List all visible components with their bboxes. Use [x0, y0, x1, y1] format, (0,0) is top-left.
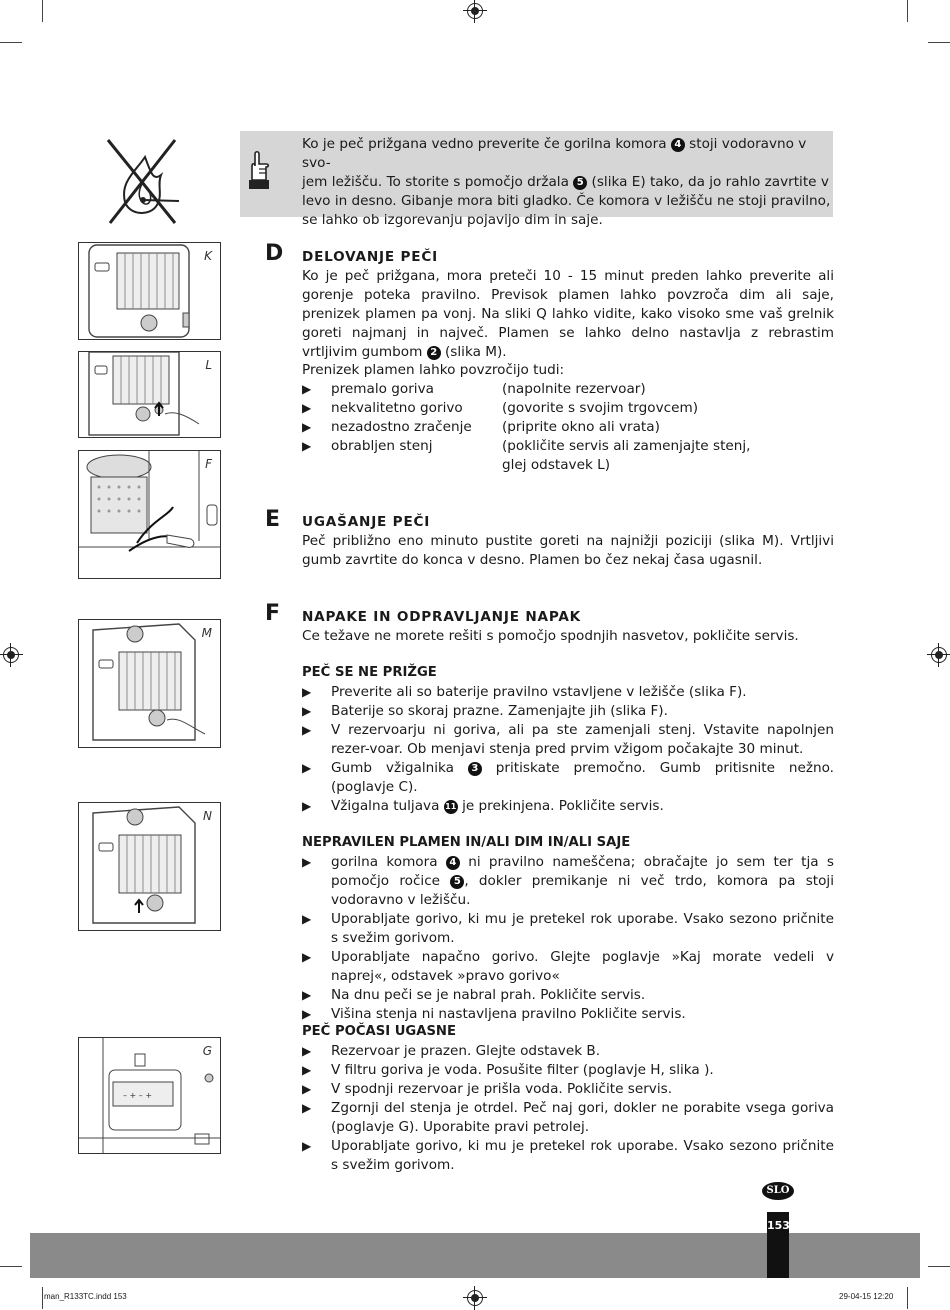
section-heading: NAPAKE IN ODPRAVLJANJE NAPAK: [302, 609, 581, 625]
figure-k: [78, 242, 221, 340]
crop-mark: [0, 1266, 22, 1267]
pointing-hand-icon: [246, 150, 272, 192]
cause-cell: ▶ nekvalitetno gorivo: [331, 400, 463, 416]
language-badge: SLO: [762, 1182, 794, 1200]
heater-illustration: [79, 451, 220, 578]
section-letter: D: [265, 241, 284, 266]
section-heading: UGAŠANJE PEČI: [302, 514, 431, 530]
notice-line: Ko je peč prižgana vedno preverite če gorilna komora: [302, 136, 671, 152]
registration-mark-icon: [467, 3, 483, 19]
remedy-cell: (priprite okno ali vrata): [502, 419, 660, 435]
paragraph-text: (slika M).: [440, 344, 507, 360]
section-heading: DELOVANJE PEČI: [302, 249, 438, 265]
list-item: ▶ Rezervoar je prazen. Glejte odstavek B.: [302, 1042, 834, 1061]
bullet-list: [302, 683, 834, 816]
list-item: [302, 797, 834, 816]
list-item-text: Gumb vžigalnika: [331, 760, 468, 776]
remedy-cell: (pokličite servis ali zamenjajte stenj,: [502, 438, 751, 454]
file-slug: man_R133TC.indd 153: [44, 1292, 127, 1301]
part-number-badge: 4: [446, 856, 460, 870]
list-item: [302, 853, 834, 910]
figure-n: [78, 802, 221, 931]
list-item: ▶ Na dnu peči se je nabral prah. Pokličite servis.: [302, 986, 834, 1005]
heater-illustration: [79, 1038, 220, 1153]
list-item: ▶ Preverite ali so baterije pravilno vstavljene v ležišče (slika F).: [302, 683, 834, 702]
list-item: ▶ Uporabljate gorivo, ki mu je pretekel rok uporabe. Vsako sezono pričnite s svežim gorivom.: [302, 1137, 834, 1175]
figure-g: [78, 1037, 221, 1154]
part-number-badge: 2: [427, 346, 441, 360]
section-paragraph: [302, 267, 834, 362]
page-number: 153: [767, 1212, 789, 1278]
list-item: ▶ Uporabljate gorivo, ki mu je pretekel rok uporabe. Vsako sezono pričnite s svežim gorivom.: [302, 910, 834, 948]
svg-text:– + – +: – + – +: [123, 1091, 153, 1100]
table-row: [302, 380, 834, 399]
list-item-text: gorilna komora: [331, 854, 446, 870]
cause-cell: ▶ nezadostno zračenje: [331, 419, 472, 435]
list-item: ▶ V rezervoarju ni goriva, ali pa ste zamenjali stenj. Vstavite napolnjen rezer-voar. Ob menjavi stenja pred prvim vžigom počakajte 30 minut.: [302, 721, 834, 759]
list-item: ▶ V filtru goriva je voda. Posušite filter (poglavje H, slika ).: [302, 1061, 834, 1080]
figure-m: [78, 619, 221, 748]
figure-label: K: [204, 249, 212, 263]
section-letter: F: [265, 601, 281, 626]
part-number-badge: 5: [573, 176, 587, 190]
heater-illustration: [79, 803, 220, 930]
heater-illustration: [79, 352, 220, 437]
crop-mark: [907, 0, 908, 22]
registration-mark-icon: [3, 647, 19, 663]
notice-line: stoji vodoravno v svo-: [302, 136, 807, 171]
list-item-text: Vžigalna tuljava: [331, 798, 444, 814]
notice-line: levo in desno. Gibanje mora biti gladko. Če komora v ležišču ne stoji pravilno,: [302, 193, 831, 209]
remedy-cell: (napolnite rezervoar): [502, 381, 646, 397]
figure-label: G: [202, 1044, 212, 1058]
subheading: PEČ SE NE PRIŽGE: [302, 665, 437, 680]
subheading: NEPRAVILEN PLAMEN IN/ALI DIM IN/ALI SAJE: [302, 835, 631, 850]
figure-label: N: [203, 809, 212, 823]
list-item: ▶ V spodnji rezervoar je prišla voda. Pokličite servis.: [302, 1080, 834, 1099]
list-item: ▶ Višina stenja ni nastavljena pravilno Pokličite servis.: [302, 1005, 834, 1024]
list-item: ▶ Zgornji del stenja je otrdel. Peč naj gori, dokler ne porabite vsega goriva (poglavje G). Uporabite pravi petrolej.: [302, 1099, 834, 1137]
table-row: [302, 418, 834, 437]
list-item: ▶ Baterije so skoraj prazne. Zamenjajte jih (slika F).: [302, 702, 834, 721]
list-item-text: ni pravilno nameščena; obračajte jo sem ter tja s pomočjo ročice: [331, 854, 834, 889]
registration-mark-icon: [931, 647, 947, 663]
list-item-text: , dokler premikanje ni več trdo, komora pa stoji vodoravno v ležišču.: [331, 873, 834, 908]
table-row: [302, 437, 834, 456]
remedy-cell-continued: glej odstavek L): [502, 457, 611, 473]
notice-text: [302, 135, 832, 230]
figure-label: F: [205, 457, 212, 471]
notice-line: jem ležišču. To storite s pomočjo držala: [302, 174, 574, 190]
cause-cell: ▶ premalo goriva: [331, 381, 434, 397]
list-item: [302, 759, 834, 797]
crop-mark: [907, 1287, 908, 1309]
notice-line: (slika E) tako, da jo rahlo zavrtite v: [587, 174, 829, 190]
list-intro: Prenizek plamen lahko povzročijo tudi:: [302, 362, 565, 378]
part-number-badge: 5: [450, 875, 464, 889]
subheading: PEČ POČASI UGASNE: [302, 1024, 456, 1039]
crop-mark: [0, 42, 22, 43]
cause-cell: ▶ obrabljen stenj: [331, 438, 433, 454]
figure-f: [78, 450, 221, 579]
part-number-badge: 11: [444, 800, 458, 814]
notice-line: se lahko ob izgorevanju pojavijo dim in saje.: [302, 212, 603, 228]
figure-label: M: [201, 626, 212, 640]
print-date: 29-04-15 12:20: [839, 1292, 894, 1301]
notice-box: [240, 131, 833, 228]
bullet-list: [302, 853, 834, 1024]
table-row: [302, 399, 834, 418]
crop-mark: [928, 42, 950, 43]
list-item: ▶ Uporabljate napačno gorivo. Glejte poglavje »Kaj morate vedeli v naprej«, odstavek »pravo gorivo«: [302, 948, 834, 986]
part-number-badge: 4: [671, 138, 685, 152]
list-item-text: je prekinjena. Pokličite servis.: [457, 798, 664, 814]
section-paragraph: Ce težave ne morete rešiti s pomočjo spodnjih nasvetov, pokličite servis.: [302, 628, 799, 644]
figure-label: L: [205, 358, 212, 372]
no-open-flame-icon: [105, 137, 180, 227]
remedy-cell: (govorite s svojim trgovcem): [502, 400, 699, 416]
section-paragraph: Peč približno eno minuto pustite goreti na najnižji poziciji (slika M). Vrtljivi gumb zavrtite do konca v desno. Plamen bo čez nekaj časa ugasnil.: [302, 533, 834, 568]
figure-l: [78, 351, 221, 438]
heater-illustration: [79, 620, 220, 747]
list-item-text: pritiskate premočno. Gumb pritisnite nežno. (poglavje C).: [331, 760, 834, 795]
paragraph-text: Ko je peč prižgana, mora preteči 10 - 15 minut preden lahko preverite ali gorenje poteka pravilno. Previsok plamen lahko povzroča dim ali saje, prenizek plamen pa vonj. Na sliki Q lahko vidite, kako visoko sme vaš grelnik goreti najmanj in največ. Plamen se lahko delno nastavlja z rebrastim vrtljivim gumbom: [302, 268, 834, 360]
section-letter: E: [265, 507, 281, 532]
part-number-badge: 3: [468, 762, 482, 776]
cause-table: [302, 380, 834, 475]
heater-illustration: [79, 243, 220, 339]
registration-mark-icon: [467, 1290, 483, 1306]
crop-mark: [928, 1266, 950, 1267]
crop-mark: [42, 0, 43, 22]
bullet-list: [302, 1042, 834, 1175]
crop-mark: [42, 1287, 43, 1309]
